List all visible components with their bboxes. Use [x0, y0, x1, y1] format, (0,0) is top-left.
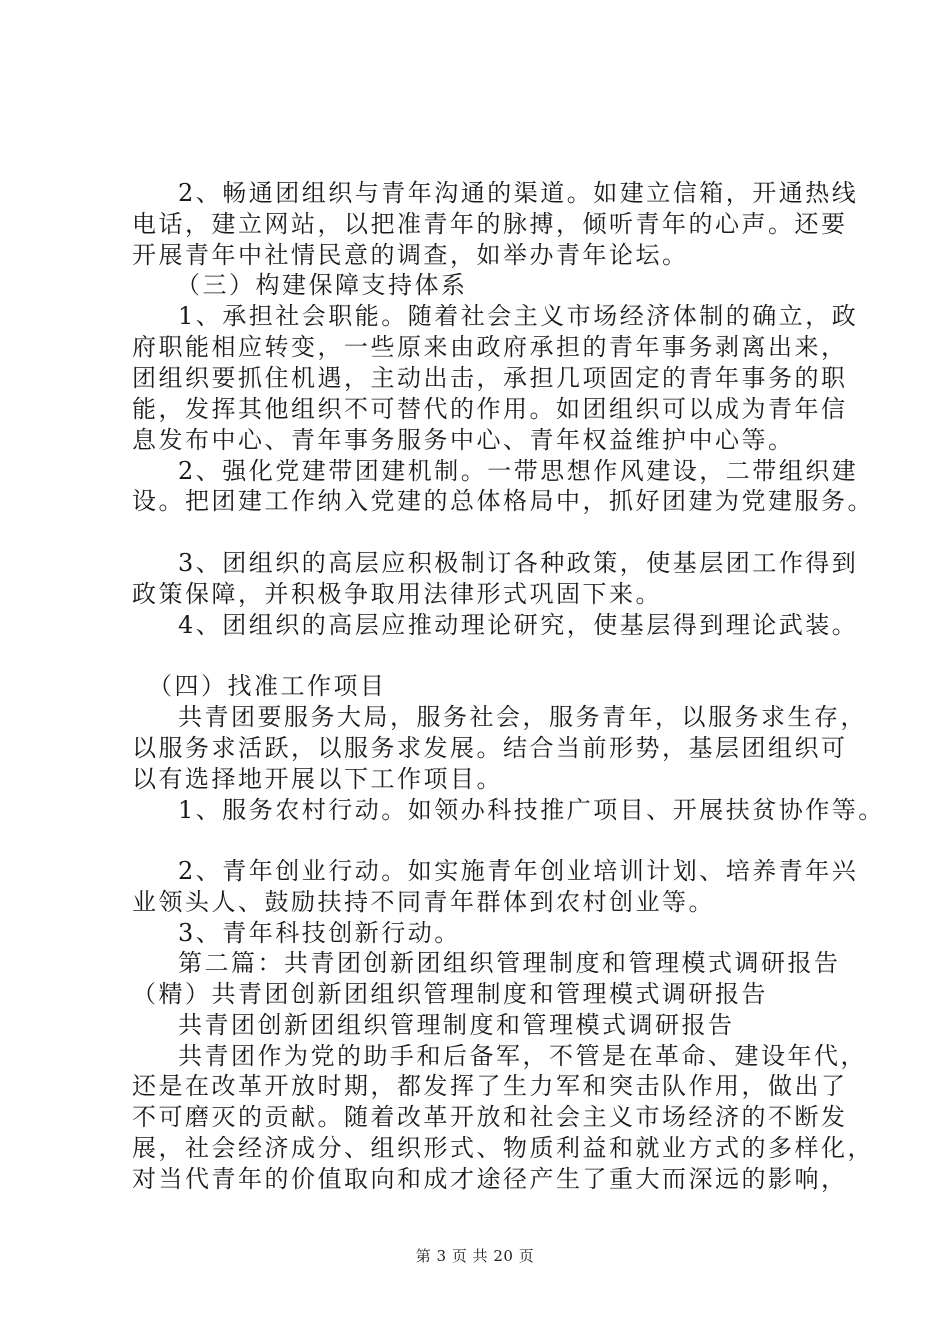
text-line: 共青团要服务大局，服务社会，服务青年，以服务求生存，	[178, 703, 867, 731]
text-line: 展，社会经济成分、组织形式、物质利益和就业方式的多样化，	[132, 1134, 874, 1162]
text-line: 电话，建立网站，以把准青年的脉搏，倾听青年的心声。还要	[132, 210, 848, 238]
section-heading: （四）找准工作项目	[148, 672, 387, 700]
text-line: 息发布中心、青年事务服务中心、青年权益维护中心等。	[132, 426, 795, 454]
text-line: 能，发挥其他组织不可替代的作用。如团组织可以成为青年信	[132, 395, 848, 423]
text-line: 2、畅通团组织与青年沟通的渠道。如建立信箱，开通热线	[178, 179, 859, 207]
text-line: 还是在改革开放时期，都发挥了生力军和突击队作用，做出了	[132, 1072, 848, 1100]
section-heading: （三）构建保障支持体系	[176, 271, 468, 299]
text-line: 1、承担社会职能。随着社会主义市场经济体制的确立，政	[178, 302, 859, 330]
text-line: 2、青年创业行动。如实施青年创业培训计划、培养青年兴	[178, 857, 859, 885]
text-line: 1、服务农村行动。如领办科技推广项目、开展扶贫协作等。	[178, 796, 885, 824]
text-line: 3、青年科技创新行动。	[178, 919, 461, 947]
text-line: 4、团组织的高层应推动理论研究，使基层得到理论武装。	[178, 611, 859, 639]
text-line: 政策保障，并积极争取用法律形式巩固下来。	[132, 580, 662, 608]
text-line: 不可磨灭的贡献。随着改革开放和社会主义市场经济的不断发	[132, 1103, 848, 1131]
text-line: 团组织要抓住机遇，主动出击，承担几项固定的青年事务的职	[132, 364, 848, 392]
text-line: 设。把团建工作纳入党建的总体格局中，抓好团建为党建服务。	[132, 487, 874, 515]
text-line: 府职能相应转变，一些原来由政府承担的青年事务剥离出来，	[132, 333, 848, 361]
report-title: 共青团创新团组织管理制度和管理模式调研报告	[178, 1011, 735, 1039]
text-line: 3、团组织的高层应积极制订各种政策，使基层团工作得到	[178, 549, 859, 577]
page-number-footer: 第 3 页 共 20 页	[415, 1247, 535, 1265]
text-line: 开展青年中社情民意的调查，如举办青年论坛。	[132, 241, 689, 269]
text-line: 以有选择地开展以下工作项目。	[132, 765, 503, 793]
text-line: 2、强化党建带团建机制。一带思想作风建设，二带组织建	[178, 457, 859, 485]
chapter-title: 第二篇：共青团创新团组织管理制度和管理模式调研报告	[178, 949, 841, 977]
chapter-title: （精）共青团创新团组织管理制度和管理模式调研报告	[132, 980, 768, 1008]
text-line: 业领头人、鼓励扶持不同青年群体到农村创业等。	[132, 888, 715, 916]
text-line: 共青团作为党的助手和后备军，不管是在革命、建设年代，	[178, 1042, 867, 1070]
text-line: 以服务求活跃，以服务求发展。结合当前形势，基层团组织可	[132, 734, 848, 762]
text-line: 对当代青年的价值取向和成才途径产生了重大而深远的影响，	[132, 1165, 848, 1193]
